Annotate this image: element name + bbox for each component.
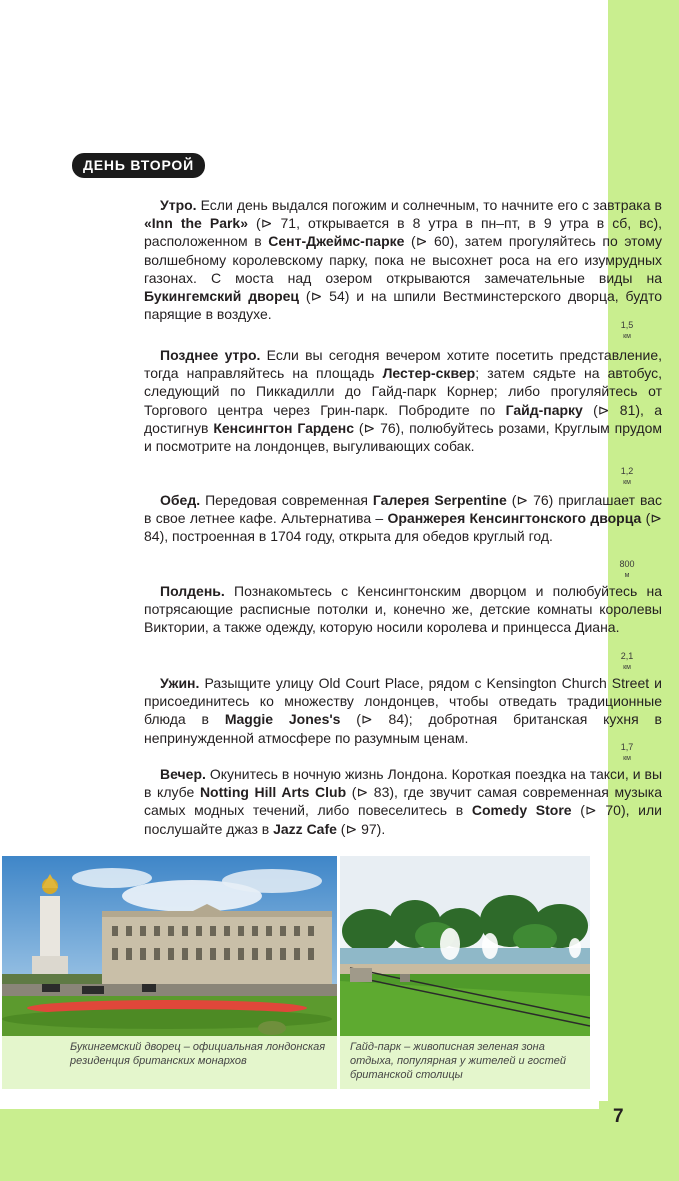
section-heading: ДЕНЬ ВТОРОЙ	[72, 153, 205, 178]
paragraph-afternoon	[144, 582, 662, 637]
paragraph-body: Окунитесь в ночную жизнь Лондона. Короткая поездка на такси, и вы в клубе Notting Hill Arts Club (⊳ 83), где звучит самая современная музыка самых модных течений, либо повеселитесь в Comedy Store (⊳ 70), или послушайте джаз в Jazz Cafe (⊳ 97).	[144, 766, 663, 837]
photo-caption-1: Букингемский дворец – официальная лондонская резиденция британских монархов	[2, 1036, 337, 1089]
page-number-box	[599, 1101, 679, 1181]
paragraph-body: Познакомьтесь с Кенсингтонским дворцом и полюбуйтесь на потрясающие расписные потолки и, конечно же, детские комнаты королевы Виктории, а также одежду, которую носили королева и принцесса Диана.	[144, 583, 662, 636]
distance-marker-2: 1,2 км	[620, 466, 634, 486]
paragraph-body: Если вы сегодня вечером хотите посетить представление, тогда направляйтесь на площадь Лестер-сквер; затем сядьте на автобус, следующий по Пиккадилли до Гайд-парк Корнер; либо прогуляйтесь от Торгового центра через Грин-парк. Побродите по Гайд-парку (⊳ 81), а достигнув Кенсингтон Гарденс (⊳ 76), полюбуйтесь розами, Круглым прудом и посмотрите на лондонцев, выгуливающих собак.	[144, 347, 662, 455]
page-number: 7	[613, 1106, 624, 1127]
paragraph-body: Если день выдался погожим и солнечным, то начните его с завтрака в «Inn the Park» (⊳ 71, открывается в 8 утра в пн–пт, в 9 утра в сб, вс), расположенном в Сент-Джеймс-парке (⊳ 60), затем прогуляйтесь по этому волшебному королевскому парку, пока не высохнет роса на его изумрудных газонах. С моста над озером открываются замечательные виды на Букингемский дворец (⊳ 54) и на шпили Вестминстерского дворца, будто парящие в воздухе.	[144, 197, 663, 323]
distance-marker-1: 1,5 км	[620, 320, 634, 340]
paragraph-late-morning	[144, 346, 662, 455]
side-strip	[608, 0, 679, 1101]
bottom-band	[0, 1109, 599, 1181]
paragraph-title: Позднее утро.	[160, 347, 261, 363]
paragraph-title: Ужин.	[160, 675, 200, 691]
paragraph-body: Передовая современная Галерея Serpentine (⊳ 76) приглашает вас в свое летнее кафе. Альтернатива – Оранжерея Кенсингтонского дворца (⊳ 84), построенная в 1704 году, открыта для обедов круглый год.	[144, 492, 663, 545]
photo-caption-2: Гайд-парк – живописная зеленая зона отдыха, популярная у жителей и гостей британской столицы	[340, 1036, 590, 1089]
paragraph-title: Вечер.	[160, 766, 206, 782]
paragraph-title: Полдень.	[160, 583, 225, 599]
paragraph-title: Обед.	[160, 492, 201, 508]
distance-marker-4: 2,1 км	[620, 651, 634, 671]
paragraph-lunch	[144, 491, 662, 546]
photo-hyde-park	[340, 856, 590, 1036]
paragraph-body: Разыщите улицу Old Court Place, рядом с Kensington Church Street и присоединитесь ко множеству лондонцев, чтобы отведать традиционные блюда в Maggie Jones's (⊳ 84); добротная британская кухня в непринужденной атмосфере по разумным ценам.	[144, 675, 662, 746]
distance-marker-5: 1,7 км	[620, 742, 634, 762]
paragraph-evening	[144, 765, 662, 838]
paragraph-title: Утро.	[160, 197, 197, 213]
photo-buckingham-palace	[2, 856, 337, 1036]
paragraph-morning	[144, 196, 662, 323]
paragraph-dinner	[144, 674, 662, 747]
distance-marker-3: 800 м	[619, 559, 635, 579]
